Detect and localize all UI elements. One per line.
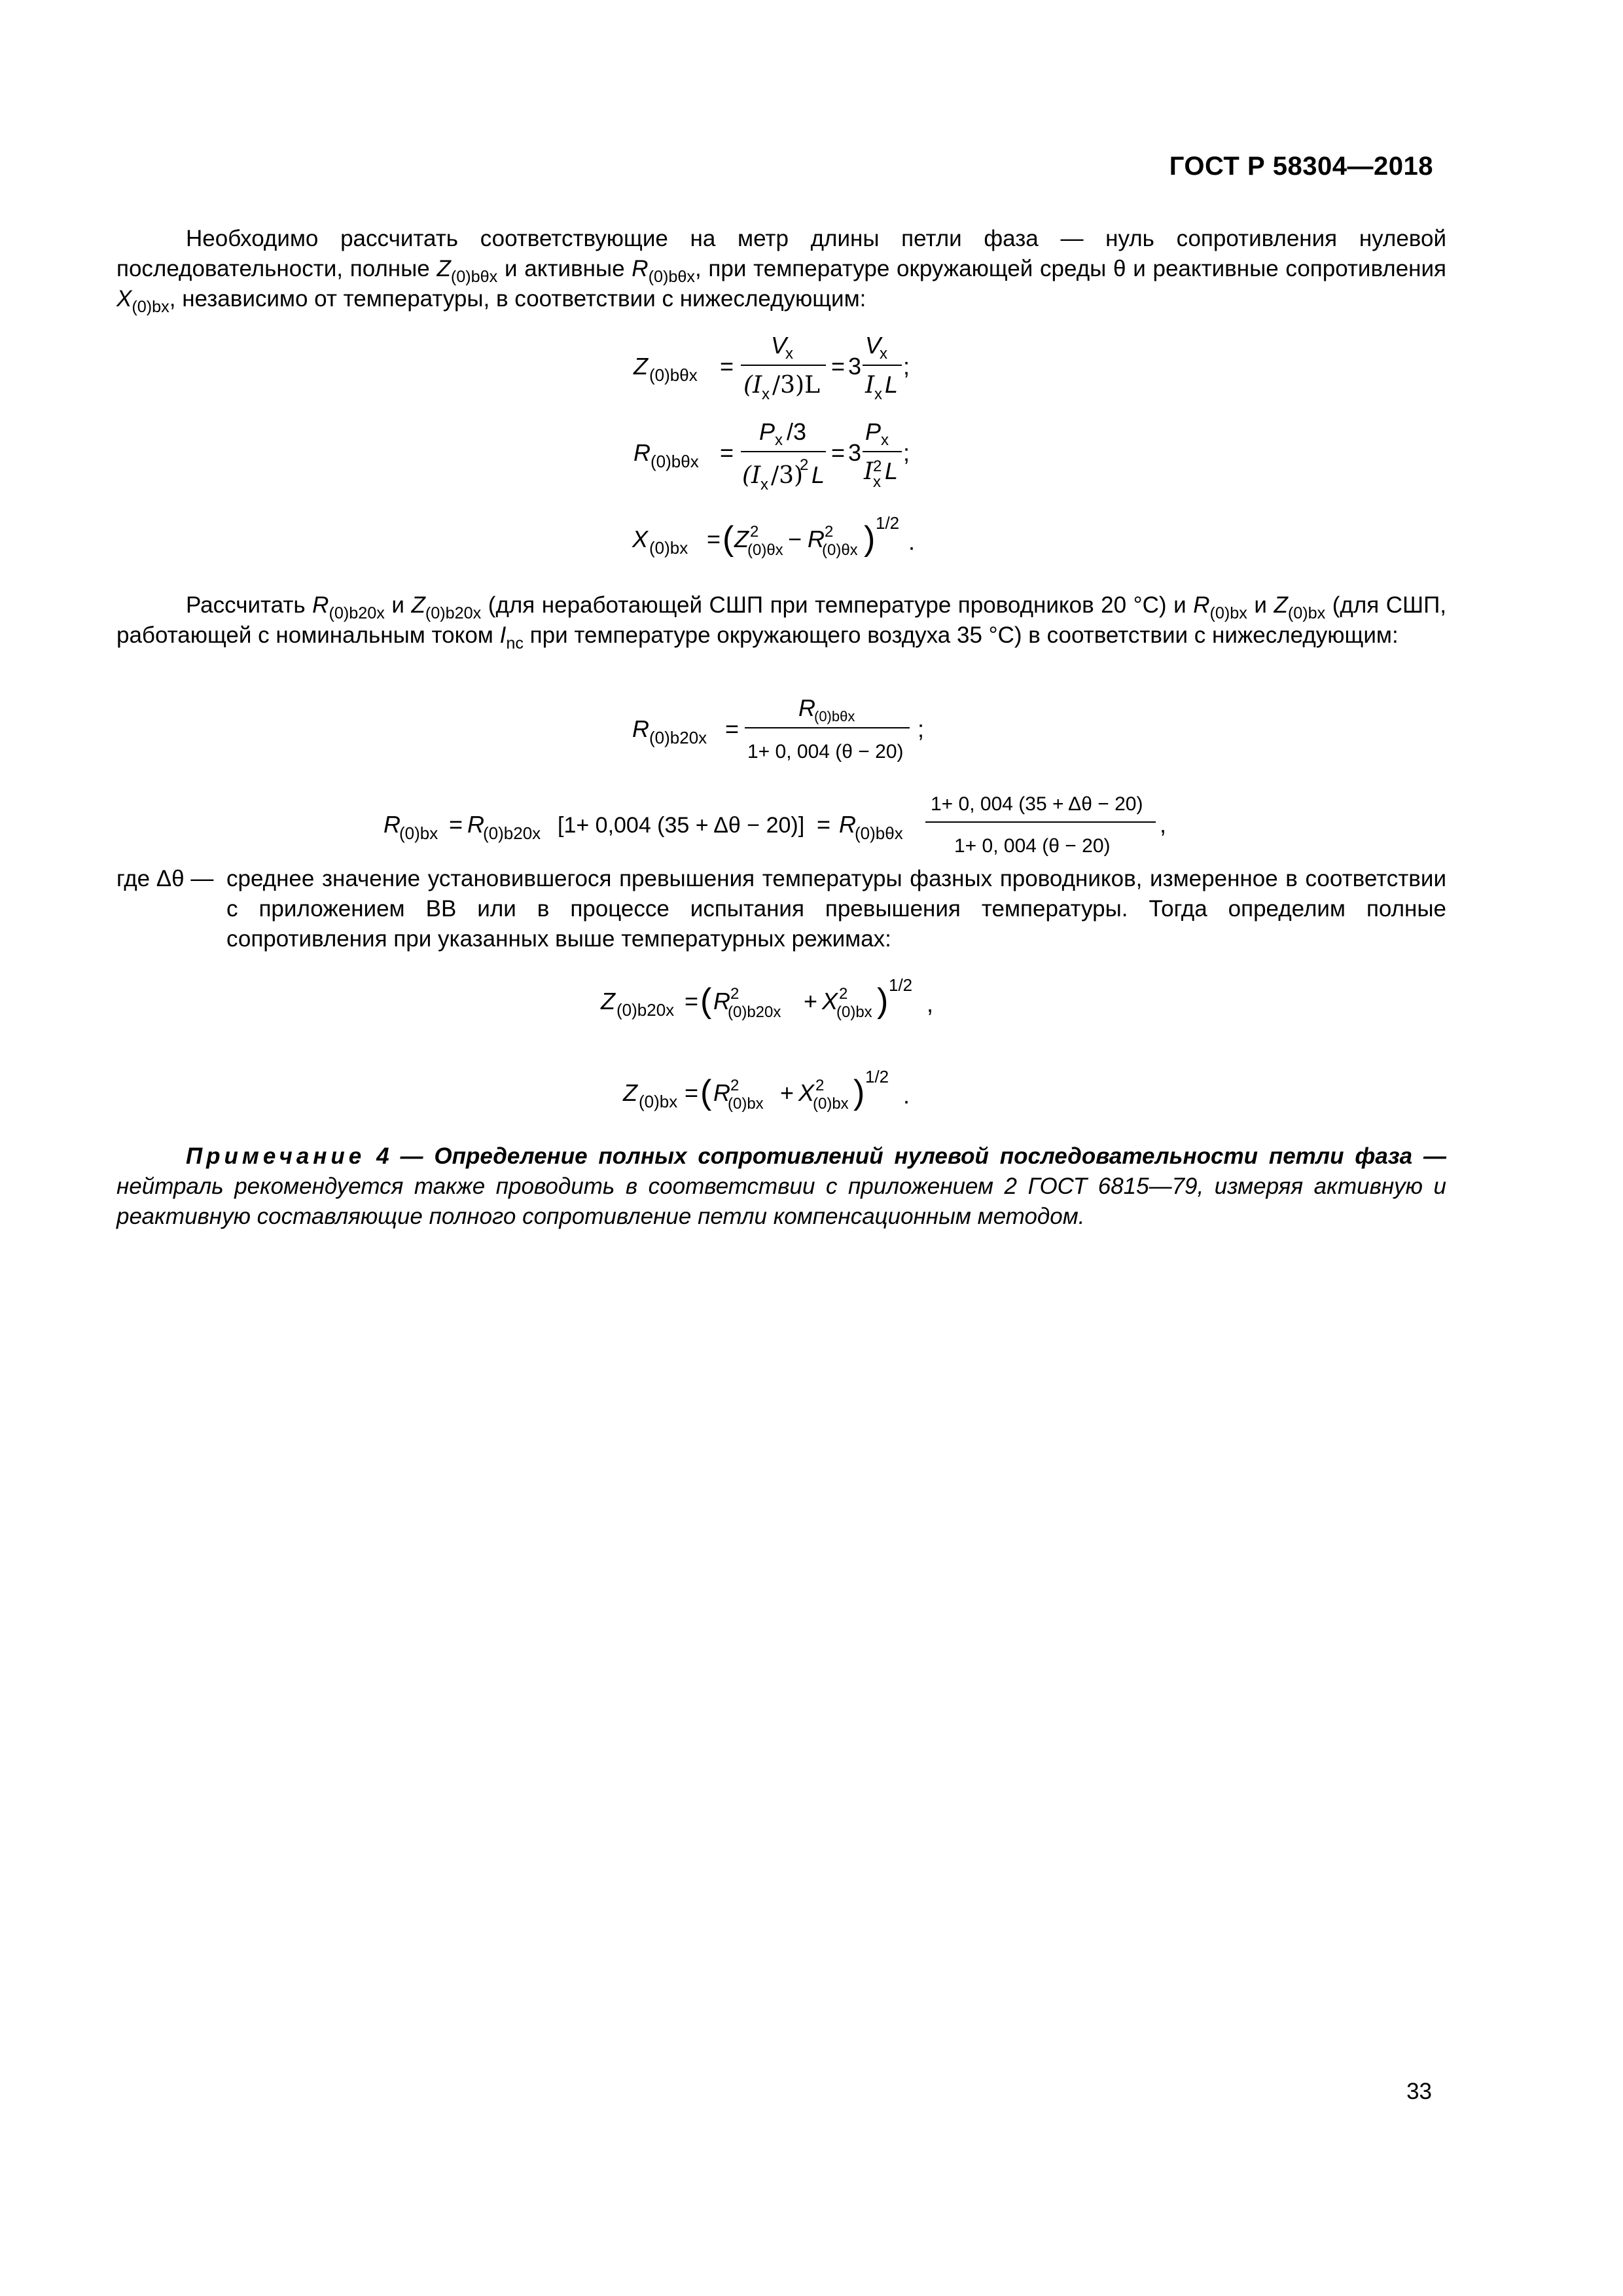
paren-open: ( [722, 520, 734, 558]
formula-r0bthetax [633, 418, 910, 493]
variable: I [499, 622, 507, 648]
text: и [384, 592, 412, 618]
paren-open: ( [700, 1073, 712, 1111]
formula-lhs-sub: (0)bx [639, 1092, 678, 1111]
formula-lhs-sub: (0)bx [399, 823, 438, 843]
term-a-sub: (0)bx [728, 1095, 764, 1113]
numerator: 1+ 0, 004 (35 + Δθ − 20) [931, 793, 1143, 815]
term-a-sub: (0)θx [747, 541, 783, 559]
denominator-sup: 2 [800, 456, 809, 474]
where-clause [116, 864, 1446, 954]
denominator: (I [743, 372, 762, 399]
note-text: нейтраль рекомендуется также проводить в соответствии с приложением 2 ГОСТ 6815—79, измеряя активную и реактивную составляющие полного сопротивление петли компенсационным методом. [116, 1174, 1446, 1229]
formula-z0bx [622, 1067, 910, 1113]
variable: R [312, 592, 329, 618]
paren-close: ) [877, 982, 889, 1020]
plus: + [780, 1079, 794, 1106]
term-b: X [822, 988, 838, 1014]
term-2-sub: (0)bθx [855, 823, 903, 843]
variable: Z [1274, 592, 1288, 618]
term-b-sub: (0)bx [813, 1095, 849, 1113]
text: и [1247, 592, 1274, 618]
text: (для СШП, работающей с номинальным током [116, 592, 1446, 648]
term-2: R [839, 811, 856, 838]
paragraph-1 [116, 224, 1446, 314]
term-b: R [808, 526, 825, 552]
term-sub: (0)b20x [483, 823, 541, 843]
subscript: (0)bθx [450, 267, 498, 286]
denominator-2-rest: L [885, 371, 899, 398]
note-paragraph [116, 1141, 1446, 1232]
formula-lhs: Z [601, 988, 615, 1014]
note-heading: Примечание [186, 1143, 366, 1169]
plus: + [804, 988, 818, 1014]
paren-close: ) [864, 520, 876, 558]
denominator-rest: /3) [771, 462, 804, 489]
term-a: Z [734, 526, 749, 552]
variable: R [1193, 592, 1210, 618]
formula-r0b20x [632, 694, 924, 762]
formula-lhs-sub: (0)bθx [649, 365, 698, 385]
formula-z0bthetax [633, 332, 910, 403]
denominator-l: L [812, 461, 825, 488]
subscript: (0)bx [132, 297, 169, 316]
equals: = [720, 353, 734, 380]
formula-lhs: R [383, 811, 401, 838]
terminator: . [903, 1082, 910, 1109]
term-b-sup: 2 [839, 985, 848, 1003]
text: при температуре окружающего воздуха 35 °С) в соответствии с нижеследующим: [523, 622, 1399, 648]
denominator-2-sub: x [873, 473, 881, 491]
variable: Z [411, 592, 425, 618]
term-b: X [798, 1079, 815, 1106]
coefficient: 3 [848, 353, 862, 380]
formula-lhs: Z [633, 353, 648, 380]
numerator-2: P [865, 418, 882, 445]
page-number: 33 [1406, 2079, 1432, 2104]
numerator-2-sub: x [881, 431, 889, 449]
where-term: где Δθ — [116, 866, 214, 891]
equals: = [725, 715, 740, 742]
term-a: R [713, 1079, 730, 1106]
paren-close: ) [853, 1073, 865, 1111]
denominator: 1+ 0, 004 (θ − 20) [747, 741, 904, 762]
where-definition: среднее значение установившегося превышения температуры фазных проводников, измеренное в соответствии с приложением ВВ или в процессе испытания превышения температуры. Тогда определим полные сопротивления при указанных выше температурных режимах: [226, 866, 1446, 952]
paragraph-2 [116, 590, 1446, 651]
variable: Z [437, 256, 451, 281]
formula-lhs: R [633, 439, 651, 466]
equals: = [831, 439, 846, 466]
subscript: nc [506, 634, 524, 653]
term-a-sub: (0)b20x [728, 1003, 781, 1021]
terminator: ; [903, 353, 910, 380]
subscript: (0)bx [1209, 603, 1247, 622]
exponent: 1/2 [889, 975, 913, 995]
formula-r0bx [383, 793, 1166, 857]
term: R [467, 811, 484, 838]
denominator-2: I [865, 372, 875, 399]
formula-block-1 [0, 327, 1623, 576]
subscript: (0)b20x [425, 603, 482, 622]
numerator: P [759, 418, 776, 445]
formula-x0bx [632, 513, 915, 559]
subscript: (0)bθx [648, 267, 695, 286]
minus: − [788, 526, 802, 552]
numerator: R [798, 694, 815, 721]
subscript: (0)bx [1287, 603, 1326, 622]
terminator: , [1160, 811, 1167, 838]
note-bold-text: 4 — Определение полных сопротивлений нулевой последовательности петли фаза — [365, 1143, 1446, 1169]
term-a-sup: 2 [750, 523, 759, 541]
term-a-sup: 2 [730, 985, 740, 1003]
denominator-2: I [864, 458, 874, 485]
formula-lhs: Z [623, 1079, 637, 1106]
formula-z0b20x [600, 975, 933, 1021]
exponent: 1/2 [865, 1067, 889, 1086]
numerator-2-sub: x [880, 345, 887, 363]
text: Необходимо рассчитать соответствующие на метр длины петли фаза — нуль сопротивления нулевой последовательности, полные [116, 226, 1446, 281]
term-a-sup: 2 [730, 1077, 740, 1094]
denominator: 1+ 0, 004 (θ − 20) [954, 835, 1111, 857]
equals: = [817, 811, 831, 838]
subscript: (0)b20x [329, 603, 385, 622]
term-b-sub: (0)bx [836, 1003, 872, 1021]
formula-lhs-sub: (0)bx [649, 538, 688, 558]
variable: R [632, 256, 649, 281]
bracket-expression: [1+ 0,004 (35 + Δθ − 20)] [558, 813, 805, 838]
term-a: R [713, 988, 730, 1014]
formula-lhs-sub: (0)b20x [649, 728, 707, 747]
formula-lhs-sub: (0)bθx [651, 452, 699, 471]
text: Рассчитать [186, 592, 313, 618]
denominator-sub: x [760, 476, 768, 493]
equals: = [449, 811, 463, 838]
formula-lhs: R [632, 715, 649, 742]
terminator: . [908, 528, 916, 555]
denominator-sub: x [762, 386, 770, 403]
numerator-sub: x [785, 345, 793, 363]
equals: = [685, 988, 699, 1014]
numerator: V [771, 332, 787, 359]
formula-lhs: X [632, 526, 649, 552]
formula-block-2 [0, 694, 1623, 864]
equals: = [685, 1079, 699, 1106]
exponent: 1/2 [876, 513, 900, 533]
denominator-2-rest: L [885, 457, 899, 484]
text: (для неработающей СШП при температуре проводников 20 °С) и [481, 592, 1194, 618]
coefficient: 3 [848, 439, 862, 466]
numerator-sub: (0)bθx [814, 708, 855, 725]
equals: = [720, 439, 734, 466]
terminator: , [927, 990, 934, 1017]
term-b-sub: (0)θx [822, 541, 858, 559]
text: и активные [497, 256, 632, 281]
text: , при температуре окружающей среды θ и реактивные сопротивления [694, 256, 1446, 281]
formula-block-3 [0, 962, 1623, 1119]
denominator-2-sub: x [874, 386, 882, 403]
terminator: ; [918, 715, 925, 742]
formula-lhs-sub: (0)b20x [616, 1000, 675, 1020]
term-b-sup: 2 [825, 523, 834, 541]
denominator-2-sup: 2 [873, 457, 882, 475]
document-header: ГОСТ Р 58304—2018 [1169, 152, 1433, 181]
numerator-rest: /3 [787, 418, 807, 445]
denominator: (I [742, 462, 761, 489]
denominator-rest: /3)L [772, 372, 820, 399]
paren-open: ( [700, 982, 712, 1020]
numerator-2: V [865, 332, 882, 359]
text: , независимо от температуры, в соответствии с нижеследующим: [169, 286, 866, 312]
variable: X [116, 286, 132, 312]
equals: = [707, 526, 721, 552]
numerator-sub: x [775, 431, 783, 449]
term-b-sup: 2 [815, 1077, 825, 1094]
terminator: ; [903, 439, 910, 466]
equals: = [831, 353, 846, 380]
